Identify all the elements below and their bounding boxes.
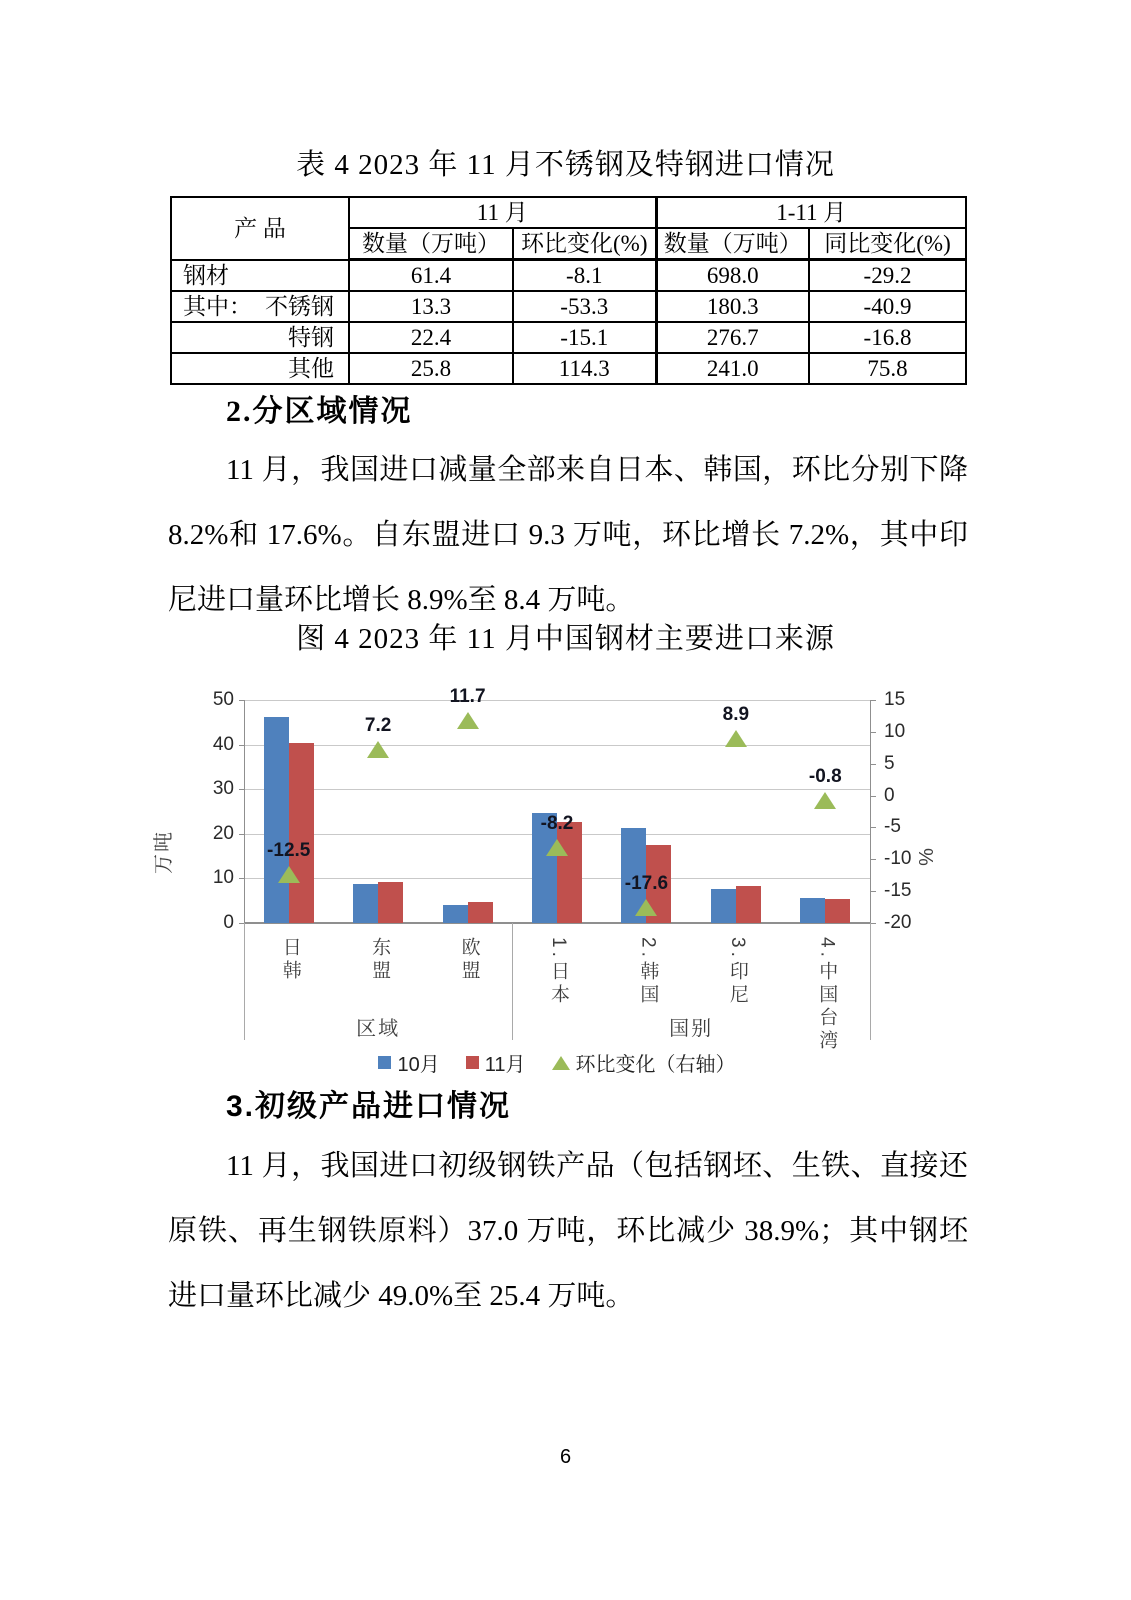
right-axis-tick [870,764,876,765]
bar-oct-2 [443,905,468,923]
right-axis-tick [870,827,876,828]
section-heading-region: 2.分区域情况 [226,395,413,428]
right-axis-tick [870,732,876,733]
cell-value: 61.4 [349,260,513,292]
gridline [244,700,870,701]
point-label-3: -8.2 [540,812,574,834]
category-label-5: 3.印尼 [726,937,748,1007]
bar-nov-2 [468,902,493,923]
left-axis-tick-label: 50 [212,689,234,710]
triangle-marker-6 [814,792,836,809]
legend-triangle-swatch [552,1056,570,1070]
left-axis-tick-label: 20 [212,822,234,844]
table-header-november: 11 月 [349,197,656,228]
right-axis-tick-label: -20 [884,912,912,933]
left-axis-tick [239,789,244,790]
category-label-3: 1.日本 [548,937,569,1007]
right-axis-tick [870,700,876,701]
bar-nov-3 [557,822,582,923]
bar-nov-0 [289,743,314,923]
right-axis-title: % [915,848,938,866]
point-label-6: -0.8 [808,765,842,787]
bar-nov-5 [736,886,761,923]
point-label-1: 7.2 [364,714,392,736]
cell-value: -15.1 [513,322,656,353]
cell-value: 25.8 [349,353,513,384]
import-sources-chart [152,668,960,1080]
right-axis-tick [870,796,876,797]
point-label-4: -17.6 [624,872,669,894]
legend-square-swatch [378,1056,391,1069]
legend-item-1 [466,1048,526,1077]
cell-value: 276.7 [656,322,809,353]
table-row-other [171,353,966,384]
axis-group-label-0: 区域 [356,1018,401,1040]
row-product-name: 特钢 [288,325,334,350]
left-axis-tick [239,834,244,835]
point-label-0: -12.5 [267,840,311,862]
cell-value: 114.3 [513,353,656,384]
table-subheader-yoy-change: 同比变化(%) [809,228,966,260]
left-axis-line [244,700,245,923]
gridline [244,789,870,790]
bar-oct-5 [711,889,736,923]
table-group-header-row [171,197,966,228]
legend-label: 10月 [397,1054,440,1076]
category-label-0: 日韩 [279,937,301,983]
legend-label: 11月 [484,1054,526,1076]
legend-square-swatch [466,1056,479,1069]
axis-divider [870,923,871,1040]
left-axis-tick [239,745,244,746]
cell-value: -29.2 [809,260,966,292]
right-axis-tick-label: 0 [884,784,895,806]
triangle-marker-1 [367,741,389,758]
bar-nov-6 [825,899,850,923]
table-header-product: 产 品 [171,197,349,260]
left-axis-title: 万吨 [152,829,175,874]
cell-value: -40.9 [809,291,966,322]
bar-oct-1 [353,884,378,923]
section-heading-primary-products: 3.初级产品进口情况 [226,1090,512,1123]
point-label-2: 11.7 [449,686,486,708]
left-axis-tick-label: 30 [212,778,234,800]
row-product-name: 不锈钢 [265,294,334,319]
chart-title: 图 4 2023 年 11 月中国钢材主要进口来源 [296,623,835,655]
cell-value: -53.3 [513,291,656,322]
table-row-steel [171,260,966,292]
cell-value: 13.3 [349,291,513,322]
cell-value: 241.0 [656,353,809,384]
cell-value: -16.8 [809,322,966,353]
cell-value: -8.1 [513,260,656,292]
point-label-5: 8.9 [722,703,750,725]
bar-oct-6 [800,898,825,923]
row-product-name: 其他 [288,356,334,381]
table-row-special-steel [171,322,966,353]
left-axis-tick-label: 0 [223,912,234,933]
triangle-marker-4 [635,899,657,916]
axis-group-label-1: 国别 [669,1018,714,1040]
table-row-stainless [171,291,966,322]
axis-divider [512,923,513,1040]
right-axis-tick [870,859,876,860]
row-product-name: 钢材 [183,262,229,288]
cell-value: 75.8 [809,353,966,384]
table-subheader-qty-nov: 数量（万吨） [349,228,513,260]
triangle-marker-0 [278,866,300,883]
paragraph-region: 11 月，我国进口减量全部来自日本、韩国，环比分别下降 8.2%和 17.6%。自东盟进口 9.3 万吨，环比增长 7.2%，其中印尼进口量环比增长 8.9%至 8.4 万吨。 [168,454,968,616]
right-axis-tick-label: 15 [884,689,906,710]
category-label-2: 欧盟 [458,937,480,983]
legend-item-2 [552,1048,736,1077]
triangle-marker-5 [725,730,747,747]
axis-divider [244,923,245,1040]
left-axis-tick-label: 10 [212,867,234,889]
bar-oct-0 [264,717,289,923]
cell-value: 22.4 [349,322,513,353]
legend-item-0 [378,1048,439,1077]
cell-value: 698.0 [656,260,809,292]
right-axis-tick-label: -10 [884,848,912,870]
triangle-marker-3 [546,839,568,856]
import-table [170,196,967,385]
page-number: 6 [559,1446,572,1468]
table-title: 表 4 2023 年 11 月不锈钢及特钢进口情况 [296,149,835,181]
table-subheader-qty-ytd: 数量（万吨） [656,228,809,260]
right-axis-tick [870,891,876,892]
gridline [244,745,870,746]
right-axis-tick-label: 5 [884,752,895,774]
right-axis-tick-label: 10 [884,720,906,742]
right-axis-tick-label: -5 [884,816,901,838]
table-subheader-mom-change: 环比变化(%) [513,228,656,260]
chart-legend [244,1048,870,1077]
left-axis-tick-label: 40 [212,733,234,755]
left-axis-tick [239,700,244,701]
legend-label: 环比变化（右轴） [575,1054,736,1076]
row-prefix: 其中： [183,294,252,319]
category-label-1: 东盟 [369,937,391,983]
bar-nov-1 [378,882,403,923]
table-header-jan-to-nov: 1-11 月 [656,197,966,228]
cell-value: 180.3 [656,291,809,322]
category-label-4: 2.韩国 [637,937,659,1007]
triangle-marker-2 [457,712,479,729]
right-axis-line [870,700,871,923]
paragraph-primary-products: 11 月，我国进口初级钢铁产品（包括钢坯、生铁、直接还原铁、再生钢铁原料）37.0 万吨，环比减少 38.9%；其中钢坯进口量环比减少 49.0%至 25.4 万吨。 [168,1150,968,1312]
category-label-6: 4.中国台湾 [816,937,838,1053]
left-axis-tick [239,878,244,879]
right-axis-tick-label: -15 [884,880,912,902]
